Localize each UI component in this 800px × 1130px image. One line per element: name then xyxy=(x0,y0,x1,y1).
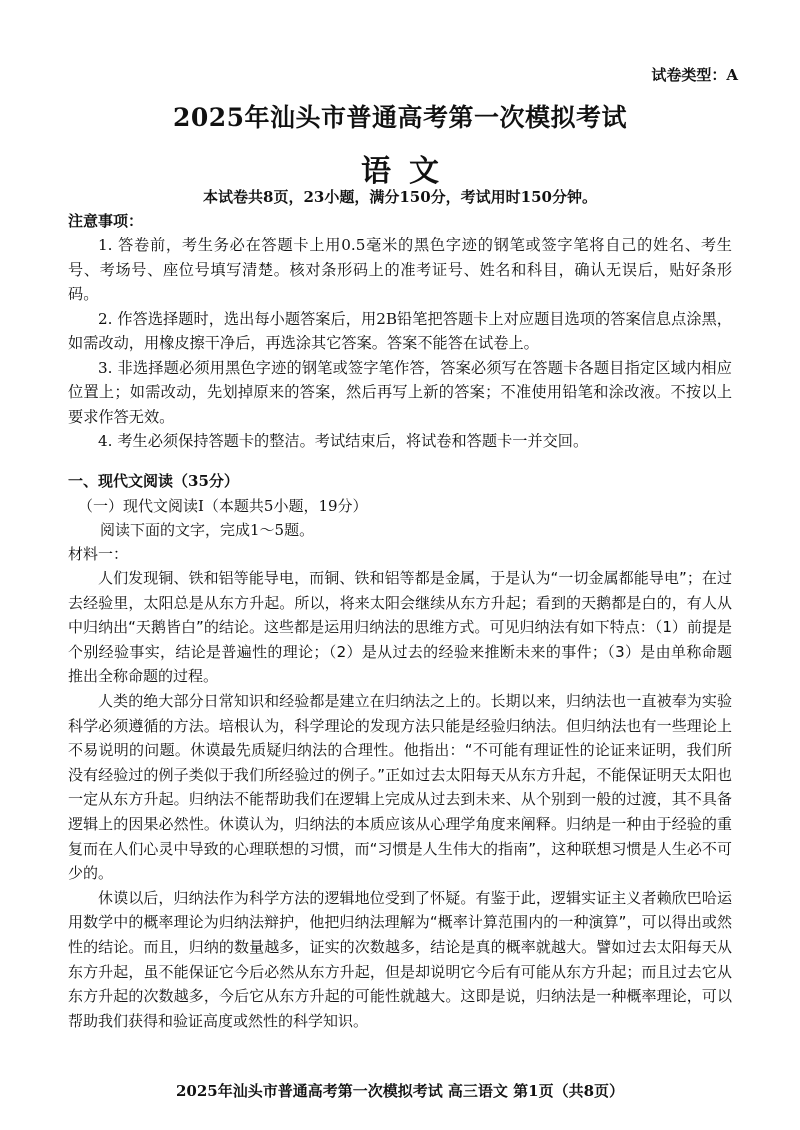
page-footer: 2025年汕头市普通高考第一次模拟考试 高三语文 第1页（共8页） xyxy=(175,1082,625,1100)
notice-list xyxy=(68,233,732,454)
reading-instruction: 阅读下面的文字，完成1～5题。 xyxy=(100,521,315,539)
notice-heading: 注意事项： xyxy=(68,212,144,230)
section-subheading: （一）现代文阅读Ⅰ（本题共5小题，19分） xyxy=(78,497,368,515)
notice-item: 1. 答卷前，考生务必在答题卡上用0.5毫米的黑色字迹的钢笔或签字笔将自己的姓名、考生号、考场号、座位号填写清楚。核对条形码上的准考证号、姓名和科目，确认无误后，贴好条形码。 xyxy=(68,236,732,303)
material-paragraph: 休谟以后，归纳法作为科学方法的逻辑地位受到了怀疑。有鉴于此，逻辑实证主义者赖欣巴哈运用数学中的概率理论为归纳法辩护，他把归纳法理解为“概率计算范围内的一种演算”，可以得出或然性的结论。而且，归纳的数量越多，证实的次数越多，结论是真的概率就越大。譬如过去太阳每天从东方升起，虽不能保证它今后必然从东方升起，但是却说明它今后有可能从东方升起；而且过去它从东方升起的次数越多，今后它从东方升起的可能性就越大。这即是说，归纳法是一种概率理论，可以帮助我们获得和验证高度或然性的科学知识。 xyxy=(68,888,732,1030)
exam-description: 本试卷共8页，23小题，满分150分，考试用时150分钟。 xyxy=(203,188,597,206)
notice-item: 4. 考生必须保持答题卡的整洁。考试结束后，将试卷和答题卡一并交回。 xyxy=(98,432,589,450)
material-paragraph: 人类的绝大部分日常知识和经验都是建立在归纳法之上的。长期以来，归纳法也一直被奉为实验科学必须遵循的方法。培根认为，科学理论的发现方法只能是经验归纳法。但归纳法也有一些理论上不易说明的问题。休谟最先质疑归纳法的合理性。他指出：“不可能有理证性的论证来证明，我们所没有经验过的例子类似于我们所经验过的例子。”正如过去太阳每天从东方升起，不能保证明天太阳也一定从东方升起。归纳法不能帮助我们在逻辑上完成从过去到未来、从个别到一般的过渡，其不具备逻辑上的因果必然性。休谟认为，归纳法的本质应该从心理学角度来阐释。归纳是一种由于经验的重复而在人们心灵中导致的心理联想的习惯，而“习惯是人生伟大的指南”，这种联想习惯是人生必不可少的。 xyxy=(68,691,732,883)
notice-item: 2. 作答选择题时，选出每小题答案后，用2B铅笔把答题卡上对应题目选项的答案信息点涂黑，如需改动，用橡皮擦干净后，再选涂其它答案。答案不能答在试卷上。 xyxy=(68,309,732,352)
paper-type-label: 试卷类型：A xyxy=(651,66,738,84)
material-label: 材料一： xyxy=(68,545,129,563)
exam-title: 2025年汕头市普通高考第一次模拟考试 xyxy=(172,103,628,132)
material-paragraph: 人们发现铜、铁和铝等能导电，而铜、铁和铝等都是金属，于是认为“一切金属都能导电”；在过去经验里，太阳总是从东方升起。所以，将来太阳会继续从东方升起；看到的天鹅都是白的，有人从中归纳出“天鹅皆白”的结论。这些都是运用归纳法的思维方式。可见归纳法有如下特点：（1）前提是个别经验事实，结论是普遍性的理论；（2）是从过去的经验来推断未来的事件；（3）是由单称命题推出全称命题的过程。 xyxy=(68,569,732,686)
material-text xyxy=(68,566,732,1033)
section-heading: 一、现代文阅读（35分） xyxy=(68,472,239,490)
notice-item: 3. 非选择题必须用黑色字迹的钢笔或签字笔作答，答案必须写在答题卡各题目指定区域内相应位置上；如需改动，先划掉原来的答案，然后再写上新的答案；不准使用铅笔和涂改液。不按以上要求作答无效。 xyxy=(68,358,732,426)
subject-title: 语文 xyxy=(361,154,457,189)
